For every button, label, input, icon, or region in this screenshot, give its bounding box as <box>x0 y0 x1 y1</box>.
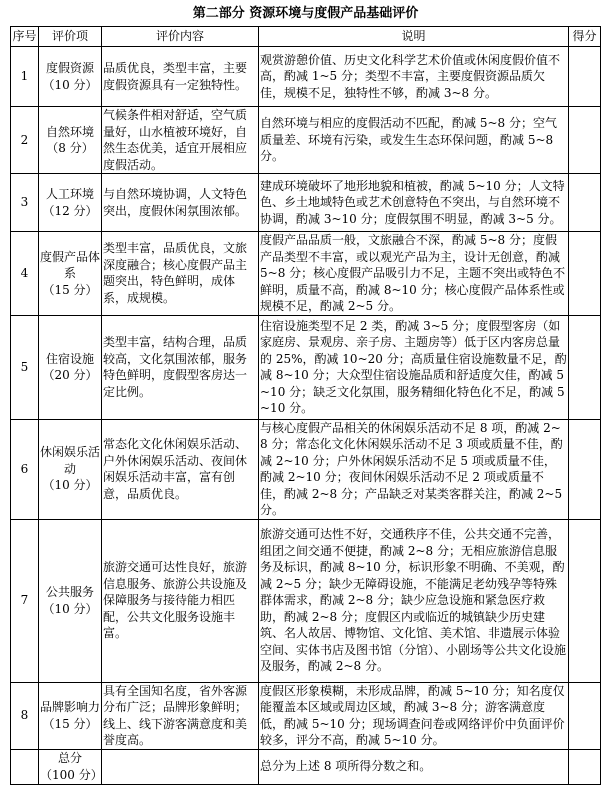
item-points: （8 分） <box>46 141 94 155</box>
item-name: 总分 <box>57 751 82 765</box>
eval-content <box>102 315 259 419</box>
eval-note <box>259 174 569 232</box>
eval-note <box>259 749 569 784</box>
eval-item <box>39 47 102 107</box>
table-row <box>11 519 601 682</box>
eval-note <box>259 107 569 174</box>
header-no: 序号 <box>11 27 39 47</box>
content-text: 气候条件相对舒适，空气质量好，山水植被环境好，自然生态优美，适宜开展相应度假活动。 <box>103 108 248 172</box>
content-text: 品质优良，类型丰富，主要度假资源具有一定独特性。 <box>103 61 248 92</box>
table-row <box>11 419 601 519</box>
eval-item <box>39 232 102 316</box>
eval-content <box>102 107 259 174</box>
header-row <box>11 27 601 47</box>
note-text: 观赏游憩价值、历史文化科学艺术价值或休闲度假价值不高，酌减 1~5 分；类型不丰富，主要度假资源品质欠佳，规模不足，独特性不够，酌减 3~8 分。 <box>260 52 561 100</box>
row-number-text: 7 <box>20 593 29 608</box>
item-name: 自然环境 <box>45 124 94 139</box>
row-number <box>11 682 39 749</box>
score-cell <box>569 232 601 316</box>
item-points: （12 分） <box>42 203 98 218</box>
row-number <box>11 47 39 107</box>
header-item: 评价项 <box>39 27 102 47</box>
note-text: 总分为上述 8 项所得分数之和。 <box>260 759 432 774</box>
eval-item <box>39 749 102 784</box>
eval-item <box>39 174 102 232</box>
item-name: 住宿设施 <box>45 351 94 366</box>
score-cell <box>569 315 601 419</box>
row-number-text: 6 <box>20 461 29 476</box>
row-number-text: 5 <box>20 359 29 374</box>
total-row <box>11 749 601 784</box>
table-row <box>11 174 601 232</box>
row-number-text: 8 <box>20 708 29 723</box>
eval-note <box>259 682 569 749</box>
eval-item <box>39 682 102 749</box>
eval-content <box>102 749 259 784</box>
note-text: 旅游交通可达性不好，交通秩序不佳，公共交通不完善，组团之间交通不便捷，酌减 2~8 分；无相应旅游信息服务及标识，酌减 8~10 分，标识形象不明确、不美观，酌减 2~5 分；缺少无障碍设施，不能满足老幼残孕等特殊群体需求，酌减 2~8 分；缺少应急设施和紧急医疗救助，酌减 2~8 分；度假区内或临近的城镇缺少历史建筑、名人故居、博物馆、文化馆、美术馆、非遗展示体验空间、实体书店及图书馆（分馆）、小剧场等公共文化设施及服务，酌减 2~8 分。 <box>260 527 567 674</box>
item-name: 公共服务 <box>45 585 94 599</box>
note-text: 度假产品品质一般，文旅融合不深，酌减 5~8 分；度假产品类型不丰富，或以观光产品为主，设计无创意，酌减 5~8 分；核心度假产品吸引力不足，主题不突出或特色不鲜明，质量不高，酌减 8~10 分；核心度假产品体系性或规模不足，酌减 2~5 分。 <box>260 233 566 313</box>
score-cell <box>569 682 601 749</box>
table-row <box>11 315 601 419</box>
eval-note <box>259 232 569 316</box>
eval-item <box>39 419 102 519</box>
content-text: 与自然环境协调，人文特色突出，度假休闲氛围浓郁。 <box>103 187 248 218</box>
header-content: 评价内容 <box>102 27 259 47</box>
note-text: 自然环境与相应的度假活动不匹配，酌减 5~8 分；空气质量差、环境有污染，或发生生态环保问题，酌减 5~8 分。 <box>260 116 557 164</box>
evaluation-table <box>10 26 601 785</box>
row-number <box>11 174 39 232</box>
item-points: （15 分） <box>42 282 98 297</box>
eval-content <box>102 419 259 519</box>
row-number-text: 1 <box>20 69 29 84</box>
row-number <box>11 519 39 682</box>
section-title: 第二部分 资源环境与度假产品基础评价 <box>192 6 419 21</box>
header-score: 得分 <box>569 27 601 47</box>
score-cell <box>569 749 601 784</box>
row-number <box>11 419 39 519</box>
eval-content <box>102 174 259 232</box>
row-number <box>11 749 39 784</box>
item-points: （10 分） <box>42 601 98 616</box>
eval-note <box>259 519 569 682</box>
score-cell <box>569 419 601 519</box>
eval-content <box>102 232 259 316</box>
eval-note <box>259 419 569 519</box>
row-number-text: 3 <box>20 195 29 210</box>
eval-item <box>39 315 102 419</box>
score-cell <box>569 174 601 232</box>
content-text: 旅游交通可达性良好，旅游信息服务、旅游公共设施及保障服务与接待能力相匹配，公共文化服务设施丰富。 <box>103 560 248 641</box>
header-note: 说明 <box>259 27 569 47</box>
item-points: （10 分） <box>42 77 98 92</box>
item-points: （100 分） <box>40 767 103 782</box>
note-text: 建成环境破坏了地形地貌和植被，酌减 5~10 分；人文特色、乡土地域特色或艺术创意特色不突出，与自然环境不协调，酌减 3~10 分；度假氛围不明显，酌减 3~5 分。 <box>260 178 565 226</box>
table-row <box>11 682 601 749</box>
eval-item <box>39 107 102 174</box>
note-text: 住宿设施类型不足 2 类，酌减 3~5 分；度假型客房（如家庭房、景观房、亲子房、主题房等）低于区内客房总量的 25%，酌减 10~20 分；高质量住宿设施数量不足，酌减 8~10 分；大众型住宿设施品质和舒适度欠佳，酌减 5~10 分；缺乏文化氛围，服务精细化特色化不足，酌减 5~10 分。 <box>260 318 567 415</box>
eval-note <box>259 47 569 107</box>
table-row <box>11 47 601 107</box>
note-text: 与核心度假产品相关的休闲娱乐活动不足 8 项，酌减 2~8 分；常态化文化休闲娱乐活动不足 3 项或质量不佳，酌减 2~10 分；户外休闲娱乐活动不足 5 项或质量不佳，酌减 2~10 分；夜间休闲娱乐活动不足 2 项或质量不佳，酌减 2~8 分；产品缺乏对某类客群关注，酌减 2~5 分。 <box>260 420 563 517</box>
table-row <box>11 107 601 174</box>
content-text: 类型丰富，品质优良，文旅深度融合；核心度假产品主题突出，特色鲜明，成体系，成规模。 <box>103 241 248 305</box>
content-text: 常态化文化休闲娱乐活动、户外休闲娱乐活动、夜间休闲娱乐活动丰富，富有创意，品质优良。 <box>103 437 248 501</box>
score-cell <box>569 47 601 107</box>
eval-content <box>102 682 259 749</box>
item-points: （10 分） <box>42 478 98 493</box>
item-name: 度假产品体系 <box>40 249 101 280</box>
row-number <box>11 232 39 316</box>
eval-content <box>102 519 259 682</box>
eval-content <box>102 47 259 107</box>
eval-item <box>39 519 102 682</box>
note-text: 度假区形象模糊，未形成品牌，酌减 5~10 分；知名度仅能覆盖本区域或周边区域，酌减 3~8 分；游客满意度低，酌减 5~10 分；现场调查问卷或网络评价中负面评价较多，评分不高，酌减 5~10 分。 <box>260 683 565 747</box>
item-points: （15 分） <box>42 716 98 731</box>
item-name: 品牌影响力 <box>40 700 101 714</box>
eval-note <box>259 315 569 419</box>
table-row <box>11 232 601 316</box>
content-text: 具有全国知名度，省外客源分布广泛；品牌形象鲜明；线上、线下游客满意度和美誉度高。 <box>103 683 248 747</box>
item-points: （20 分） <box>42 368 98 382</box>
score-cell <box>569 519 601 682</box>
row-number-text: 2 <box>20 132 29 147</box>
row-number-text: 4 <box>20 266 29 280</box>
row-number <box>11 107 39 174</box>
item-name: 度假资源 <box>45 61 94 75</box>
row-number <box>11 315 39 419</box>
item-name: 休闲娱乐活动 <box>40 445 101 476</box>
item-name: 人工环境 <box>45 187 94 201</box>
score-cell <box>569 107 601 174</box>
content-text: 类型丰富，结构合理，品质较高，文化氛围浓郁，服务特色鲜明，度假型客房达一定比例。 <box>103 335 248 399</box>
